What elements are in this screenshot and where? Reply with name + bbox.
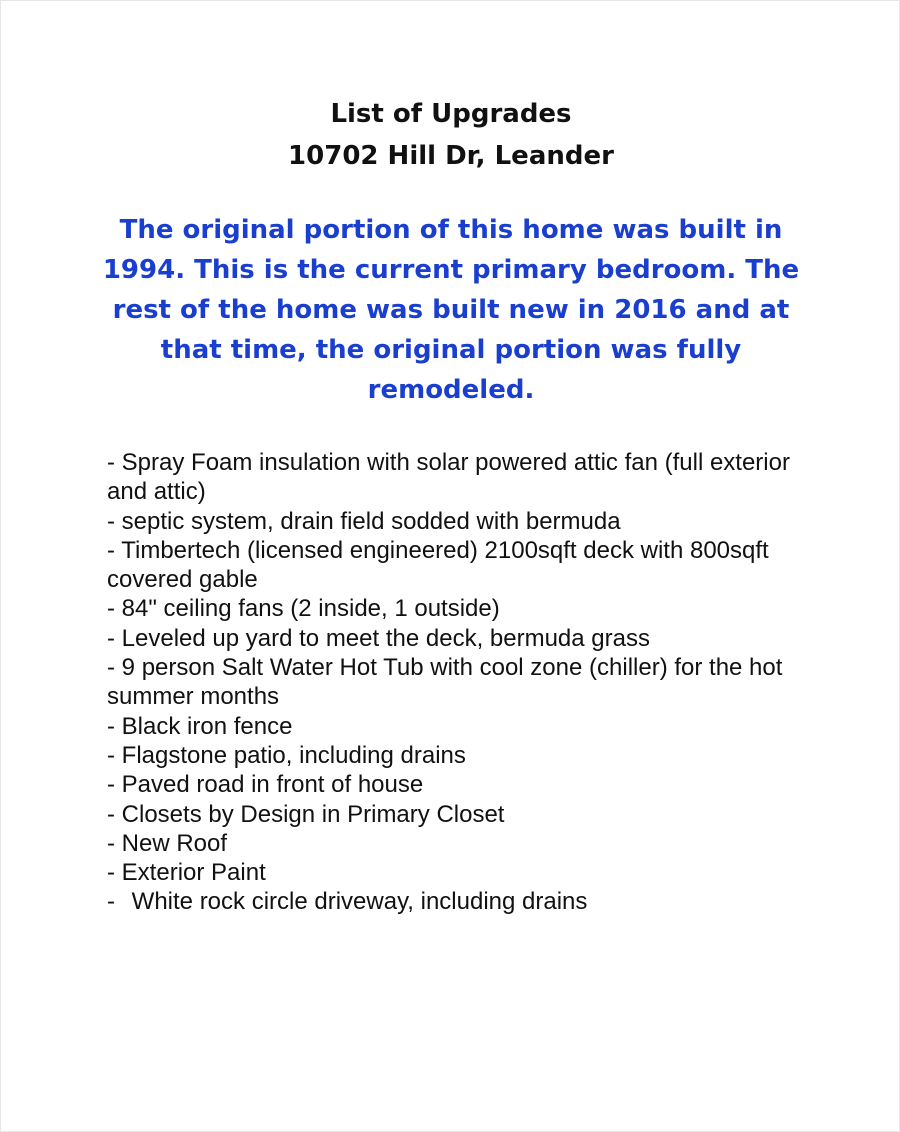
upgrade-item xyxy=(107,507,807,536)
upgrade-item-text: Closets by Design in Primary Closet xyxy=(121,800,505,828)
upgrade-item-text: Flagstone patio, including drains xyxy=(121,741,466,769)
upgrade-item-text: 84" ceiling fans (2 inside, 1 outside) xyxy=(121,595,500,623)
bullet-dash: - xyxy=(107,771,115,799)
upgrade-item-text: Timbertech (licensed engineered) 2100sqft deck with 800sqft covered gable xyxy=(107,536,769,594)
upgrade-item-text: Leveled up yard to meet the deck, bermuda grass xyxy=(121,624,650,652)
upgrade-item xyxy=(107,887,807,916)
upgrade-item xyxy=(107,829,807,858)
document-title xyxy=(1,93,900,177)
upgrade-item xyxy=(107,624,807,653)
upgrade-item-text: Black iron fence xyxy=(121,712,293,740)
upgrade-item xyxy=(107,536,807,595)
upgrade-item-text: Exterior Paint xyxy=(121,859,266,887)
upgrade-item xyxy=(107,448,807,507)
bullet-dash: - xyxy=(107,449,115,476)
upgrade-item-text: Spray Foam insulation with solar powered attic fan (full exterior and attic) xyxy=(107,449,790,506)
bullet-dash: - xyxy=(107,888,115,916)
upgrade-item xyxy=(107,800,807,829)
intro-paragraph: The original portion of this home was built in 1994. This is the current primary bedroom. The rest of the home was built new in 2016 and at that time, the original portion was fully remodeled. xyxy=(102,215,800,405)
bullet-dash: - xyxy=(107,800,115,828)
bullet-dash: - xyxy=(107,741,115,769)
bullet-dash: - xyxy=(107,712,115,740)
upgrade-item xyxy=(107,712,807,741)
title-line-2-address: 10702 Hill Dr, Leander xyxy=(288,141,614,171)
upgrade-item-text: White rock circle driveway, including drains xyxy=(131,888,588,916)
upgrade-item xyxy=(107,594,807,623)
title-line-1: List of Upgrades xyxy=(330,99,572,129)
bullet-dash: - xyxy=(107,829,115,857)
upgrade-item-text: septic system, drain field sodded with bermuda xyxy=(121,507,621,535)
upgrade-item xyxy=(107,858,807,887)
upgrade-item-text: 9 person Salt Water Hot Tub with cool zone (chiller) for the hot summer months xyxy=(107,654,783,711)
upgrade-item xyxy=(107,770,807,799)
upgrade-item xyxy=(107,653,807,712)
bullet-dash: - xyxy=(107,507,115,535)
upgrade-item-text: Paved road in front of house xyxy=(121,771,424,799)
bullet-dash: - xyxy=(107,654,115,682)
bullet-dash: - xyxy=(107,859,115,887)
bullet-dash: - xyxy=(107,536,115,564)
upgrade-list xyxy=(107,448,807,917)
bullet-dash: - xyxy=(107,624,115,652)
upgrade-item-text: New Roof xyxy=(121,829,228,857)
upgrade-item xyxy=(107,741,807,770)
bullet-dash: - xyxy=(107,595,115,623)
